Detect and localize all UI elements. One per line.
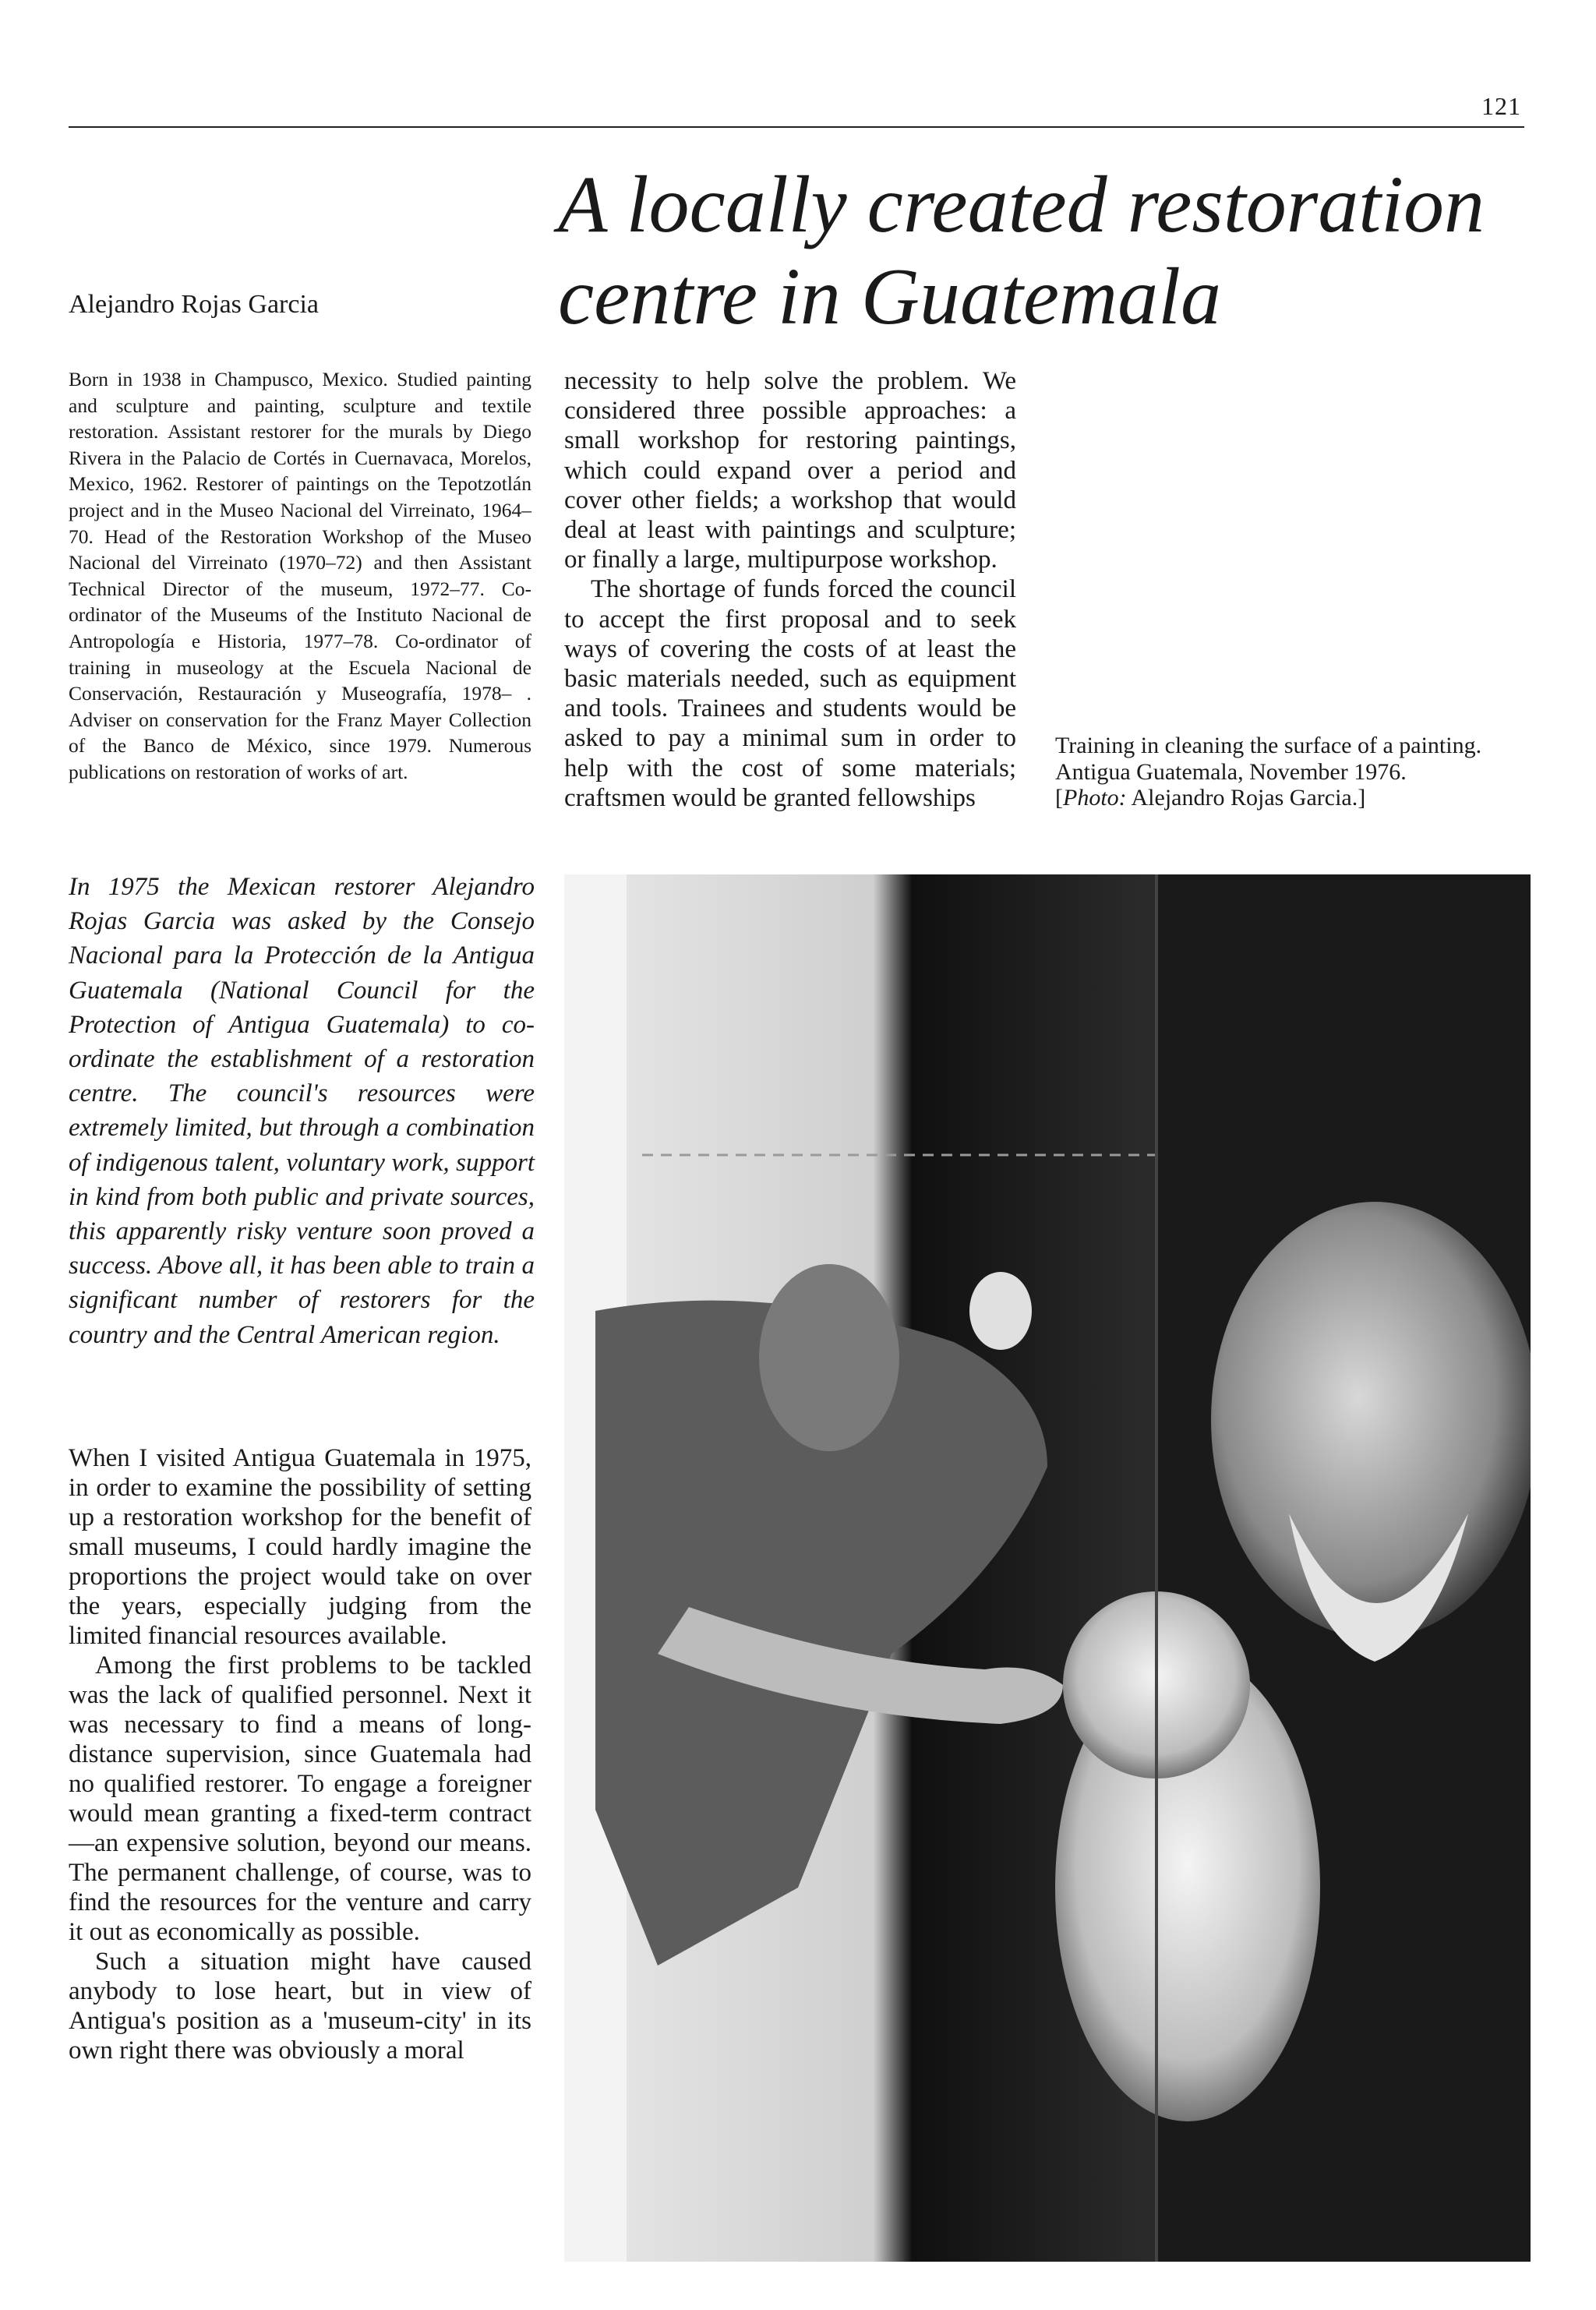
page-number: 121	[1481, 92, 1521, 120]
photo-caption	[1055, 733, 1523, 811]
body-paragraph: The shortage of funds forced the council to accept the first proposal and to seek ways of covering the costs of at least the basic materials needed, such as equipment and tools. Trainees and students would be asked to pay a minimal sum in order to help with the cost of some materials; craftsmen would be granted fellowships	[564, 575, 1016, 812]
author-bio: Born in 1938 in Champusco, Mexico. Studied painting and sculpture and painting, sculpture and textile restoration. Assistant restorer for the murals by Diego Rivera in the Palacio de Cortés in Cuernavaca, Morelos, Mexico, 1962. Restorer of paintings on the Tepotzotlán project and in the Museo Nacional del Virreinato, 1964–70. Head of the Restoration Workshop of the Museo Nacional del Virreinato (1970–72) and then Assistant Technical Director of the museum, 1972–77. Co-ordinator of the Museums of the Instituto Nacional de Antropología e Historia, 1977–78. Co-ordinator of training in museology at the Escuela Nacional de Conservación, Restauración y Museografía, 1978– . Adviser on conservation for the Franz Mayer Collection of the Banco de México, since 1979. Numerous publications on restoration of works of art.	[69, 368, 531, 783]
saint-figure	[1211, 1202, 1531, 1638]
body-paragraph: Among the first problems to be tackled was the lack of qualified personnel. Next it was necessary to find a means of long-distance supervision, since Guatemala had no qualified restorer. To engage a foreigner would mean granting a fixed-term contract—an expensive solution, beyond our means. The permanent challenge, of course, was to find the resources for the venture and carry it out as economically as possible.	[69, 1651, 531, 1946]
body-column-left	[69, 1443, 531, 2065]
caption-text: Training in cleaning the surface of a painting. Antigua Guatemala, November 1976.	[1055, 733, 1482, 785]
credit-close-bracket: ]	[1358, 785, 1366, 811]
restorer-head	[759, 1264, 899, 1451]
photo-illustration	[564, 874, 1531, 2262]
article-title	[558, 159, 1540, 343]
body-paragraph: When I visited Antigua Guatemala in 1975, in order to examine the possibility of setting up a restoration workshop for the benefit of small museums, I could hardly imagine the proportions the project would take on over the years, especially judging from the limited financial resources available.	[69, 1444, 531, 1650]
author-name: Alejandro Rojas Garcia	[69, 290, 319, 319]
credit-name: Alejandro Rojas Garcia.	[1131, 785, 1358, 811]
article-title-line-2: centre in Guatemala	[558, 252, 1222, 341]
cleaning-swab	[969, 1272, 1032, 1350]
credit-label: Photo:	[1063, 785, 1127, 811]
photo-credit	[1055, 785, 1523, 811]
body-paragraph: Such a situation might have caused anybody to lose heart, but in view of Antigua's position as a 'museum-city' in its own right there was obviously a moral	[69, 1948, 531, 2065]
restoration-photo	[564, 874, 1531, 2262]
credit-open-bracket: [	[1055, 785, 1063, 811]
body-paragraph: necessity to help solve the problem. We considered three possible approaches: a small workshop for restoring paintings, which could expand over a period and cover other fields; a workshop that would deal at least with paintings and sculpture; or finally a large, multipurpose workshop.	[564, 367, 1016, 574]
header-rule	[69, 126, 1524, 128]
article-title-line-1: A locally created restoration	[558, 160, 1485, 249]
body-column-middle	[564, 366, 1016, 813]
article-abstract: In 1975 the Mexican restorer Alejandro Rojas Garcia was asked by the Consejo Nacional para la Protección de la Antigua Guatemala (National Council for the Protection of Antigua Guatemala) to co-ordinate the establishment of a restoration centre. The council's resources were extremely limited, but through a combination of indigenous talent, voluntary work, support in kind from both public and private sources, this apparently risky venture soon proved a success. Above all, it has been able to train a significant number of restorers for the country and the Central American region.	[69, 873, 535, 1349]
